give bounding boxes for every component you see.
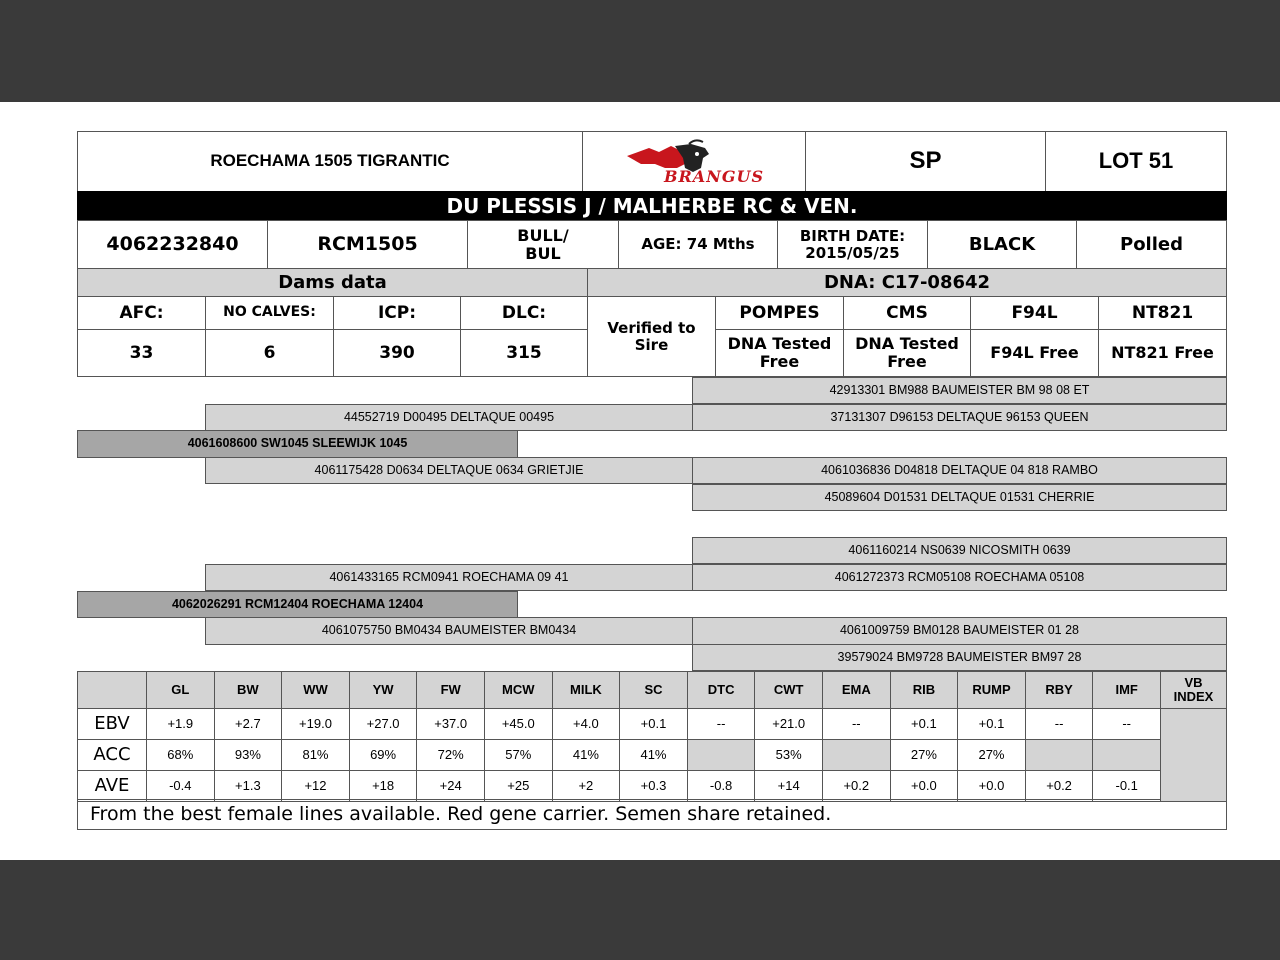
breed-logo (582, 131, 806, 192)
catalog-sheet (0, 102, 1280, 860)
estimate-value: +0.2 (822, 770, 891, 802)
pedigree-sire-sire: 44552719 D00495 DELTAQUE 00495 (205, 404, 693, 431)
estimate-column-header: MCW (484, 671, 553, 709)
cms-label: CMS (843, 296, 971, 330)
estimate-value: +21.0 (754, 708, 823, 740)
pedigree-dam-sire-sire: 4061160214 NS0639 NICOSMITH 0639 (692, 537, 1227, 564)
registration-number: 4062232840 (77, 220, 268, 269)
estimate-column-header: WW (281, 671, 350, 709)
pedigree-sire-sire-sire: 42913301 BM988 BAUMEISTER BM 98 08 ET (692, 377, 1227, 404)
estimate-value: +25 (484, 770, 553, 802)
dams-data-title: Dams data (77, 268, 588, 297)
category: SP (805, 131, 1046, 192)
pompes-label: POMPES (715, 296, 844, 330)
vb-index-header: VB INDEX (1160, 671, 1227, 709)
nt821-label: NT821 (1098, 296, 1227, 330)
estimate-value: +0.0 (957, 770, 1026, 802)
animal-name: ROECHAMA 1505 TIGRANTIC (77, 131, 583, 192)
estimate-value: 69% (349, 739, 418, 771)
afc-label: AFC: (77, 296, 206, 330)
estimate-column-header: CWT (754, 671, 823, 709)
estimate-value: 68% (146, 739, 215, 771)
calves-label: NO CALVES: (205, 296, 334, 330)
estimate-value: 81% (281, 739, 350, 771)
estimate-value: +45.0 (484, 708, 553, 740)
pedigree-dam-sire: 4061433165 RCM0941 ROECHAMA 09 41 (205, 564, 693, 591)
vb-index-value (1160, 708, 1227, 802)
estimate-column-header: DTC (687, 671, 756, 709)
estimate-value (822, 739, 891, 771)
estimate-value: 41% (552, 739, 621, 771)
estimate-value (1025, 739, 1094, 771)
pedigree-sire-dam-dam: 45089604 D01531 DELTAQUE 01531 CHERRIE (692, 484, 1227, 511)
estimate-value: -- (1092, 708, 1161, 740)
estimate-column-header: EMA (822, 671, 891, 709)
pedigree-sire: 4061608600 SW1045 SLEEWIJK 1045 (77, 430, 518, 458)
estimate-value: +27.0 (349, 708, 418, 740)
estimate-value: +18 (349, 770, 418, 802)
f94l-result: F94L Free (970, 329, 1099, 377)
estimate-column-header: SC (619, 671, 688, 709)
cms-result: DNA Tested Free (843, 329, 971, 377)
estimate-value: +4.0 (552, 708, 621, 740)
age: AGE: 74 Mths (618, 220, 778, 269)
estimate-value: -0.4 (146, 770, 215, 802)
estimate-value: +0.1 (890, 708, 959, 740)
pompes-result: DNA Tested Free (715, 329, 844, 377)
pedigree-dam-sire-dam: 4061272373 RCM05108 ROECHAMA 05108 (692, 564, 1227, 591)
estimate-column-header: RIB (890, 671, 959, 709)
estimate-value: +1.3 (214, 770, 283, 802)
estimate-value: 93% (214, 739, 283, 771)
birth-date: BIRTH DATE: 2015/05/25 (777, 220, 928, 269)
estimate-column-header: BW (214, 671, 283, 709)
estimate-value: 72% (416, 739, 485, 771)
estimate-value: +2 (552, 770, 621, 802)
breeder-banner: DU PLESSIS J / MALHERBE RC & VEN. (77, 191, 1227, 221)
afc-value: 33 (77, 329, 206, 377)
icp-label: ICP: (333, 296, 461, 330)
estimates-corner (77, 671, 147, 709)
estimate-column-header: RBY (1025, 671, 1094, 709)
estimate-value: -0.8 (687, 770, 756, 802)
estimate-value (687, 739, 756, 771)
estimate-value: +0.1 (619, 708, 688, 740)
pedigree-dam-dam-dam: 39579024 BM9728 BAUMEISTER BM97 28 (692, 644, 1227, 671)
id-code: RCM1505 (267, 220, 468, 269)
breed-logo-text: BRANGUS (663, 166, 765, 186)
estimate-column-header: IMF (1092, 671, 1161, 709)
lot-number: LOT 51 (1045, 131, 1227, 192)
estimate-row-label: ACC (77, 739, 147, 771)
estimate-value: +14 (754, 770, 823, 802)
pedigree-dam-dam-sire: 4061009759 BM0128 BAUMEISTER 01 28 (692, 617, 1227, 645)
horn-status: Polled (1076, 220, 1227, 269)
estimate-value: +12 (281, 770, 350, 802)
estimate-column-header: YW (349, 671, 418, 709)
estimate-value: -- (822, 708, 891, 740)
estimate-column-header: FW (416, 671, 485, 709)
estimate-value: -- (1025, 708, 1094, 740)
nt821-result: NT821 Free (1098, 329, 1227, 377)
f94l-label: F94L (970, 296, 1099, 330)
estimate-row-label: AVE (77, 770, 147, 802)
calves-value: 6 (205, 329, 334, 377)
estimate-value: +0.3 (619, 770, 688, 802)
estimate-row-label: EBV (77, 708, 147, 740)
dlc-label: DLC: (460, 296, 588, 330)
estimate-value: +0.2 (1025, 770, 1094, 802)
pedigree-sire-dam-sire: 4061036836 D04818 DELTAQUE 04 818 RAMBO (692, 457, 1227, 484)
estimate-value: +0.0 (890, 770, 959, 802)
estimate-value: -- (687, 708, 756, 740)
estimate-column-header: RUMP (957, 671, 1026, 709)
estimate-value: 41% (619, 739, 688, 771)
pedigree-dam-dam: 4061075750 BM0434 BAUMEISTER BM0434 (205, 617, 693, 645)
estimate-column-header: MILK (552, 671, 621, 709)
estimate-value: 57% (484, 739, 553, 771)
icp-value: 390 (333, 329, 461, 377)
estimate-value: +1.9 (146, 708, 215, 740)
estimate-value: +0.1 (957, 708, 1026, 740)
colour: BLACK (927, 220, 1077, 269)
estimate-value: +24 (416, 770, 485, 802)
estimate-value: +37.0 (416, 708, 485, 740)
remarks: From the best female lines available. Red gene carrier. Semen share retained. (77, 799, 1227, 830)
estimate-column-header: GL (146, 671, 215, 709)
pedigree-sire-dam: 4061175428 D0634 DELTAQUE 0634 GRIETJIE (205, 457, 693, 484)
sex: BULL/ BUL (467, 220, 619, 269)
dna-title: DNA: C17-08642 (587, 268, 1227, 297)
parentage-verified: Verified to Sire (587, 296, 716, 377)
pedigree-sire-sire-dam: 37131307 D96153 DELTAQUE 96153 QUEEN (692, 404, 1227, 431)
dlc-value: 315 (460, 329, 588, 377)
estimate-value: 27% (957, 739, 1026, 771)
estimate-value: -0.1 (1092, 770, 1161, 802)
estimate-value: 27% (890, 739, 959, 771)
pedigree-dam: 4062026291 RCM12404 ROECHAMA 12404 (77, 591, 518, 618)
estimate-value (1092, 739, 1161, 771)
estimate-value: 53% (754, 739, 823, 771)
estimate-value: +19.0 (281, 708, 350, 740)
estimate-value: +2.7 (214, 708, 283, 740)
